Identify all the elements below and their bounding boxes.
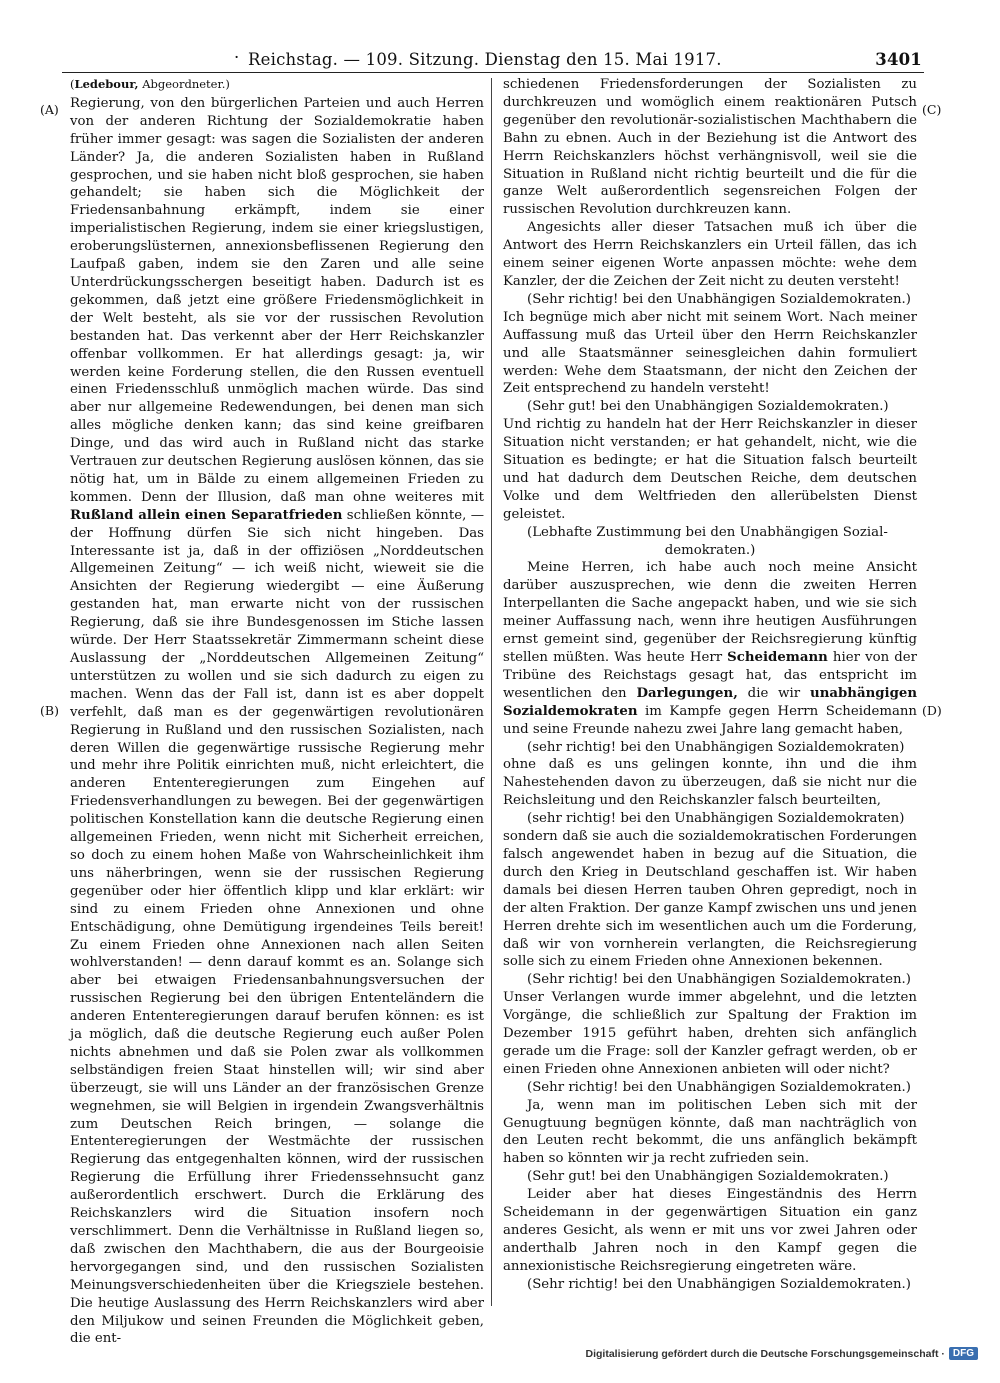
emphasis-text: unabhängigen Sozialdemokraten: [503, 685, 918, 719]
footer-credit: [586, 1347, 979, 1360]
paragraph-text: die wir: [737, 685, 811, 701]
paragraph: ohne daß es uns gelingen konnte, ihn und die ihm Nahestehenden davon zu überzeugen, daß sie nicht nur die Reichsleitung und den Reichskanzler falsch beurteilten,: [503, 757, 917, 809]
margin-mark-b: (B): [40, 703, 59, 718]
paragraph: Unser Verlangen wurde immer abgelehnt, und die letzten Vorgänge, die schließlich zur Spaltung der Fraktion im Dezember 1915 geführt haben, drehten sich anfänglich gerade um die Frage: soll der Kanzler gefragt werden, ob er einen Frieden ohne Annexionen anbieten will oder nicht?: [503, 990, 917, 1077]
paragraph: [70, 95, 484, 1348]
left-column: [70, 76, 484, 1348]
speaker-open: (: [70, 77, 75, 91]
reaction: (Sehr richtig! bei den Unabhängigen Sozialdemokraten.): [527, 972, 911, 988]
emphasis-text: Scheidemann: [727, 650, 828, 665]
paragraph: [503, 559, 917, 738]
reaction: (Sehr richtig! bei den Unabhängigen Sozialdemokraten.): [527, 1276, 911, 1292]
paragraph-text: Regierung, von den bürgerlichen Parteien und auch Herren von der anderen Richtung der Sozialdemokratie haben früher immer gesagt: was sagen die Sozialisten der anderen Länder? Ja, die anderen Sozialisten haben in Rußland gesprochen, und sie haben nicht bloß gesprochen, sie haben gehandelt; sie haben sich die Möglichkeit der Friedensanbahnung erkämpft, indem sie einer imperialistischen Regierung, indem sie einer kriegslustigen, eroberungslüsternen, annexionsbeflissenen Regierung den Laufpaß gaben, indem sie den Zaren und alle seine Unterdrückungsschergen beseitigt haben. Dadurch ist es gekommen, daß jetzt eine größere Friedensmöglichkeit in der Welt besteht, als sie vor der russischen Revolution bestanden hat. Das verkennt aber der Herr Reichskanzler offenbar vollkommen. Er hat allerdings gesagt: ja, wir werden keine Forderung stellen, die den Russen eventuell einen Friedensschluß unmöglich machen würde. Das sind aber nur allgemeine Redewendungen, bei denen man sich alles mögliche denken kann; das sind keine greifbaren Dinge, und das wird auch in Rußland nicht das starke Vertrauen zur deutschen Regierung auslösen können, das sie nötig hat, um in Bälde zu einem allgemeinen Frieden zu kommen. Denn der Illusion, daß man ohne weiteres mit: [70, 95, 484, 505]
reaction: (Sehr gut! bei den Unabhängigen Sozialdemokraten.): [527, 399, 889, 415]
reaction: (sehr richtig! bei den Unabhängigen Sozialdemokraten): [527, 811, 905, 827]
paragraph: Ja, wenn man im politischen Leben sich mit der Genugtuung begnügen könnte, daß man nachträglich von den Leuten recht bekommt, die uns anfänglich bekämpft haben so könnten wir ja recht zufrieden sein.: [503, 1097, 917, 1167]
paragraph: Leider aber hat dieses Eingeständnis des Herrn Scheidemann in der gegenwärtigen Situation ein ganz anderes Gesicht, als wenn er mit uns vor zwei Jahren oder anderthalb Jahren noch in den Kampf gegen die annexionistische Reichsregierung eingetreten wäre.: [503, 1187, 917, 1274]
dfg-logo: DFG: [949, 1347, 978, 1360]
paragraph-text: im Kampfe gegen Herrn Scheidemann und seine Freunde nahezu zwei Jahre lang gemacht haben,: [503, 703, 917, 737]
paragraph-text: schließen könnte, — der Hoffnung dürfen Sie sich nicht hingeben. Das Interessante ist ja, daß in der offiziösen „Norddeutschen Allgemeinen Zeitung“ — ich weiß nicht, wieweit sie die Ansichten der Regierung wiedergibt — eine Äußerung gestanden hat, man erwarte nicht von der russischen Regierung, daß sie ihre Bundesgenossen im Stiche lassen würde. Der Herr Staatssekretär Zimmermann scheint diese Auslassung der „Norddeutschen Allgemeinen Zeitung“ unterstützen zu wollen und sie sich dadurch zu eigen zu machen. Wenn das der Fall ist, dann ist es aber doppelt verfehlt, daß man es der gegenwärtigen revolutionären Regierung in Rußland und den russischen Sozialisten, nach deren Willen die gegenwärtige russische Regierung mehr und mehr ihre Politik einrichten muß, nicht erleichtert, die anderen Ententeregierungen zum Eingehen auf Friedensverhandlungen zu bewegen. Bei der gegenwärtigen politischen Konstellation kann die deutsche Regierung einen allgemeinen Frieden, wenn nicht mit Sicherheit erreichen, so doch zu einem hohen Maße von Wahrscheinlichkeit ihm uns näherbringen, wenn sie der russischen Regierung gegenüber oder hier öffentlich klipp und klar erklärt: wir sind zu einem Frieden ohne Annexionen und ohne Entschädigung, ohne Demütigung irgendeines Teils bereit! Zu einem Frieden ohne Annexionen nach allen Seiten wohlverstanden! — denn darauf kommt es an. Solange sich aber bei etwaigen Friedensanbahnungsversuchen der russischen Regierung bei den übrigen Ententeländern die anderen Ententeregierungen darauf berufen können: es ist ja möglich, daß die deutsche Regierung euch außer Polen nichts abnehmen und daß sie Polen zwar als vollkommen selbständigen freien Staat hinstellen will; wir sind aber überzeugt, sie will uns Länder an der französischen Grenze wegnehmen, sie will Belgien in irgendein Zwangsverhältnis zum Deutschen Reich bringen, — solange die Ententeregierungen der Westmächte der russischen Regierung das entgegenhalten können, wird der russischen Regierung die Erfüllung ihrer Friedenssehnsucht ganz außerordentlich erschwert. Durch die Erklärung des Reichskanzlers wird die Situation insofern noch verschlimmert. Denn die Verhältnisse in Rußland liegen so, daß zwischen den Machthabern, die aus der Bourgeoisie hervorgegangen sind, und den russischen Sozialisten Meinungsverschiedenheiten über die Kriegsziele bestehen. Die heutige Auslassung des Herrn Reichskanzlers wird aber den Miljukow und seinen Freunden die Möglichkeit geben, die ent-: [70, 507, 484, 1347]
paragraph: Und richtig zu handeln hat der Herr Reichskanzler in dieser Situation nicht verstanden; er hat gehandelt, nicht, wie die Situation es bedingte; er hat die Situation falsch beurteilt und hat dadurch dem Deutschen Reiche, dem deutschen Volke und dem Weltfrieden den allerübelsten Dienst geleistet.: [503, 417, 917, 522]
emphasis-text: Darlegungen,: [636, 685, 738, 701]
footer-text: Digitalisierung gefördert durch die Deutsche Forschungsgemeinschaft ·: [585, 1347, 945, 1360]
paragraph: Ich begnüge mich aber nicht mit seinem Wort. Nach meiner Auffassung muß das Urteil über den Herrn Reichskanzler und alle Staatsmänner seinesgleichen dahin formuliert werden: Wehe dem Staatsmann, der nicht den Zeichen der Zeit entsprechend zu handeln versteht!: [503, 309, 917, 397]
header-rule: [62, 72, 924, 73]
right-column: [503, 76, 917, 1294]
paragraph: schiedenen Friedensforderungen der Sozialisten zu durchkreuzen und womöglich einem reaktionären Putsch gegenüber den revolutionär-sozialistischen Machthabern die Bahn zu ebnen. Auch in der Beziehung ist die Antwort des Herrn Reichskanzlers höchst verhängnisvoll, weil sie die Situation in Rußland nicht richtig beurteilt und die für die ganze Welt außerordentlich segensreichen Folgen der russischen Revolution durchkreuzen kann.: [503, 77, 917, 218]
paragraph: sondern daß sie auch die sozialdemokratischen Forderungen falsch angewendet haben in bezug auf die Situation, die durch den Krieg in Deutschland geschaffen ist. Wir haben damals bei diesen Herren tauben Ohren gepredigt, noch in der alten Fraktion. Der ganze Kampf zwischen uns und jenen Herren drehte sich im wesentlichen auch um die Forderung, daß wir von vornherein verlangten, die Reichsregierung solle sich zu einem Frieden ohne Annexionen bekennen.: [503, 829, 917, 970]
page-number: 3401: [875, 50, 922, 69]
reaction: (Sehr richtig! bei den Unabhängigen Sozialdemokraten.): [527, 291, 911, 307]
reaction: (Sehr richtig! bei den Unabhängigen Sozialdemokraten.): [527, 1079, 911, 1095]
paragraph-text: hier von der Tribüne des Reichstags gesagt hat, das entspricht im wesentlichen den: [503, 650, 917, 701]
reaction: (Lebhafte Zustimmung bei den Unabhängigen Sozial-: [527, 524, 888, 540]
page-header: [58, 50, 924, 74]
header-dot: ·: [234, 48, 240, 67]
speaker-line: [70, 76, 484, 94]
paragraph: Angesichts aller dieser Tatsachen muß ich über die Antwort des Herrn Reichskanzlers ein Urteil fällen, das ich einem seiner eigenen Worte anpassen möchte: wehe dem Kanzler, der die Zeichen der Zeit nicht zu deuten versteht!: [503, 220, 917, 289]
speaker-role: Abgeordneter.): [138, 77, 230, 91]
margin-mark-a: (A): [40, 102, 59, 117]
reaction: (sehr richtig! bei den Unabhängigen Sozialdemokraten): [527, 739, 905, 755]
reaction: demokraten.): [664, 542, 756, 558]
emphasis-text: Rußland allein einen Separatfrieden: [70, 507, 343, 523]
margin-mark-c: (C): [922, 102, 942, 117]
margin-mark-d: (D): [922, 703, 942, 718]
speaker-name: Ledebour,: [74, 77, 139, 91]
reaction: (Sehr gut! bei den Unabhängigen Sozialdemokraten.): [527, 1169, 889, 1185]
paragraph-text: Meine Herren, ich habe auch noch meine Ansicht darüber auszusprechen, wie denn die zweiten Herren Interpellanten die Sache angepackt haben, und wie sie sich meiner Auffassung nach, wenn ihre heutigen Ausführungen ernst gemeint sind, gegenüber der Reichsregierung künftig stellen müßten. Was heute Herr: [503, 560, 917, 665]
header-title: Reichstag. — 109. Sitzung. Dienstag den 15. Mai 1917.: [248, 50, 722, 69]
column-divider: [491, 78, 492, 1306]
